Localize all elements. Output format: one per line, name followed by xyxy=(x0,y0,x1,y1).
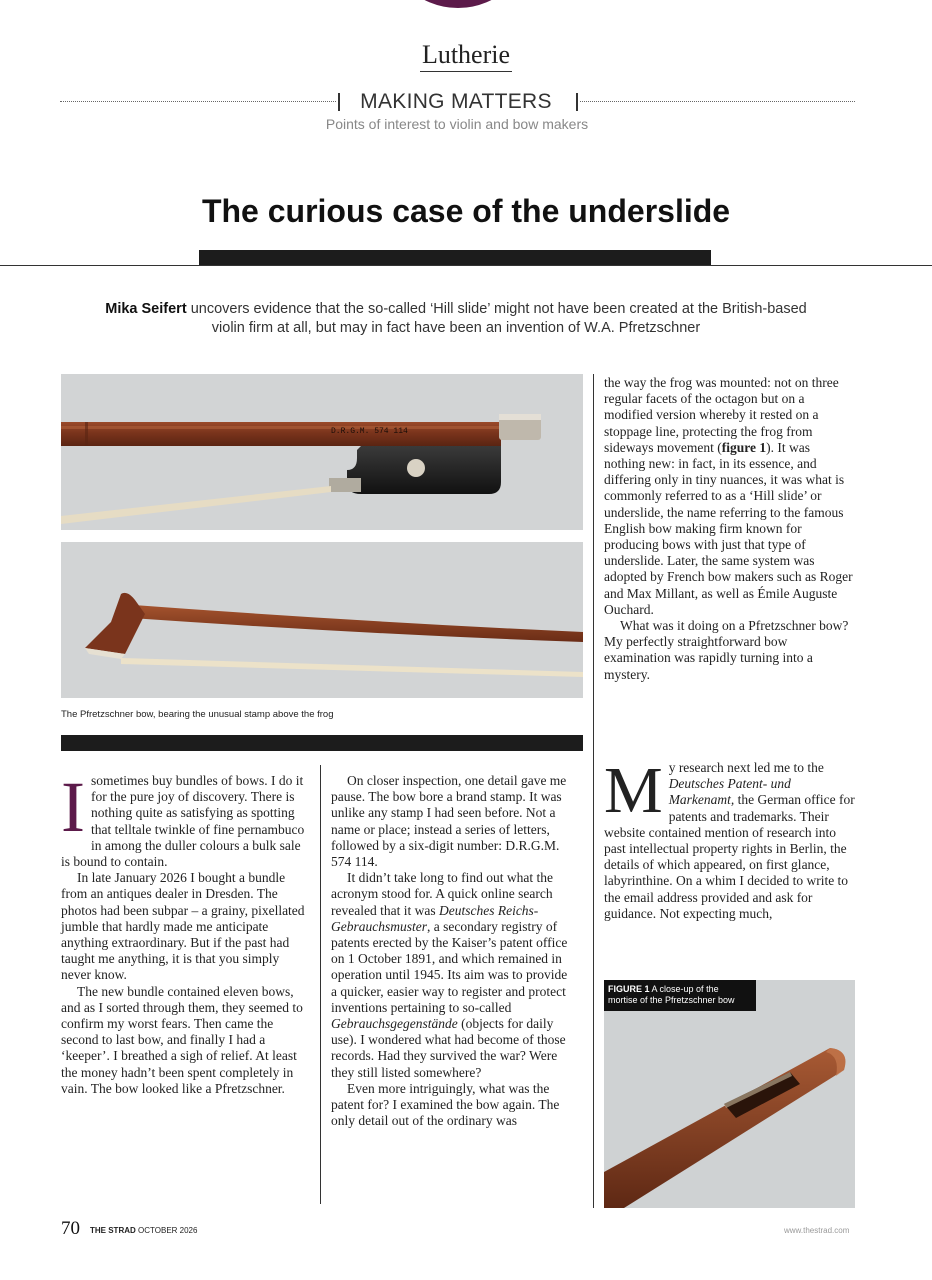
divider-tick xyxy=(338,93,340,111)
magazine-name: THE STRAD xyxy=(90,1226,136,1235)
caption-bar xyxy=(61,735,583,751)
title-bar xyxy=(199,250,711,266)
column-kicker: MAKING MATTERS xyxy=(360,90,552,113)
magazine-footer xyxy=(90,1226,197,1235)
bow-stamp: D.R.G.M. 574 114 xyxy=(331,427,408,436)
paragraph xyxy=(331,870,569,1081)
drop-cap: I xyxy=(61,767,85,847)
bow-frog-photo xyxy=(61,374,583,530)
paragraph: In late January 2026 I bought a bundle from an antiques dealer in Dresden. The photos had been subpar – a grainy, pixellated jumble that hardly made me anticipate anything extraordinary. But if the past had taught me anything, it is that you simply never know. xyxy=(61,870,305,983)
column-rule xyxy=(320,765,321,1204)
divider-right xyxy=(580,101,855,102)
section-title: Lutherie xyxy=(0,40,932,70)
drop-cap: M xyxy=(604,754,663,827)
website-link[interactable]: www.thestrad.com xyxy=(784,1226,850,1235)
page-number: 70 xyxy=(61,1218,80,1239)
figure-1-photo xyxy=(604,980,855,1208)
paragraph: On closer inspection, one detail gave me pause. The bow bore a brand stamp. It was unlike any stamp I had seen before. Not a name or place; instead a series of letters, followed by a six-digit number: D.R.G.M. 574 114. xyxy=(331,773,567,870)
body-column-3-top xyxy=(604,375,854,683)
issue-date: OCTOBER 2026 xyxy=(138,1226,198,1235)
paragraph: The new bundle contained eleven bows, and as I sorted through them, they seemed to confirm my worst fears. Then came the second to last bow, and finally I had a ‘keeper’. I breathed a sigh of relief. At least the money hadn’t been spent completely in vain. The bow looked like a Pfretzschner. xyxy=(61,983,303,1096)
emphasis: Deutsches Reichs-Gebrauchsmuster xyxy=(331,902,539,934)
paragraph-text: y research next led me to the xyxy=(668,760,824,775)
emphasis: Gebrauchsgegenstände xyxy=(331,1016,458,1032)
paragraph-text: sometimes buy bundles of bows. I do it for the pure joy of discovery. There is nothing quite as satisfying as spotting that telltale twinkle of fine pernambuco in among the duller colours a bulk sale is bound to contain. xyxy=(61,773,305,870)
paragraph-text: the German office for patents and trademarks. Their website contained mention of research into past intellectual property rights in Berlin, the details of which appeared, on first glance, labyrinthine. On a whim I decided to write to the email address provided and ask for guidance. Not expecting much, xyxy=(604,792,855,921)
title-rule xyxy=(0,265,932,266)
paragraph: Even more intriguingly, what was the patent for? I examined the bow again. The only detail out of the ordinary was xyxy=(331,1080,560,1129)
paragraph-text: It didn’t take long to find out what the acronym stood for. A quick online search revealed that it was xyxy=(331,870,553,918)
photo-caption: The Pfretzschner bow, bearing the unusual stamp above the frog xyxy=(61,709,334,720)
figure-label xyxy=(604,980,756,1011)
body-column-2 xyxy=(331,773,569,1129)
body-column-3-bottom xyxy=(604,754,855,922)
body-column-1 xyxy=(61,767,307,1097)
paragraph-text: the way the frog was mounted: not on three regular facets of the octagon but on a modified version whereby it rested on a stoppage line, protecting the frog from sideways movement ( xyxy=(604,375,839,455)
section-badge xyxy=(384,0,532,8)
paragraph-text: (objects for daily use). I wondered what had become of those records. Had they survived the war? Were they still listed somewhere? xyxy=(331,1016,566,1080)
bow-head-photo xyxy=(61,542,583,698)
article-dek xyxy=(100,300,812,338)
paragraph: What was it doing on a Pfretzschner bow? My perfectly straightforward bow examination was rapidly turning into a mystery. xyxy=(604,618,849,682)
column-rule xyxy=(593,374,594,1208)
paragraph xyxy=(604,375,854,618)
article-title: The curious case of the underslide xyxy=(201,193,731,229)
paragraph xyxy=(604,754,855,922)
dek-text: uncovers evidence that the so-called ‘Hill slide’ might not have been created at the British-based violin firm at all, but may in fact have been an invention of W.A. Pfretzschner xyxy=(190,301,807,336)
figure-reference: figure 1 xyxy=(721,439,767,455)
divider-left xyxy=(60,101,336,102)
paragraph-text: ). It was nothing new: in fact, in its essence, and differing only in tiny nuances, it was what is commonly referred to as a ‘Hill slide’ or underslide, the name referring to the famous English bow making firm known for producing bows with just that type of underslide. Later, the same system was adopted by French bow makers such as Roger and Max Millant, as well as Émile Auguste Ouchard. xyxy=(604,439,853,617)
author-name: Mika Seifert xyxy=(105,301,187,317)
paragraph-text: , a secondary registry of patents erected by the Kaiser’s patent office on 1 October 1891, and which remained in operation until 1945. Its aim was to provide a quicker, easier way to register and protect inventions pertaining to so-called xyxy=(331,918,568,1015)
divider-tick xyxy=(576,93,578,111)
figure-caption: A close-up of the mortise of the Pfretzschner bow xyxy=(608,984,735,1005)
paragraph xyxy=(61,767,307,870)
column-subtitle: Points of interest to violin and bow makers xyxy=(325,116,589,132)
emphasis: Deutsches Patent- und Markenamt, xyxy=(668,776,791,808)
figure-number: FIGURE 1 xyxy=(608,984,650,994)
